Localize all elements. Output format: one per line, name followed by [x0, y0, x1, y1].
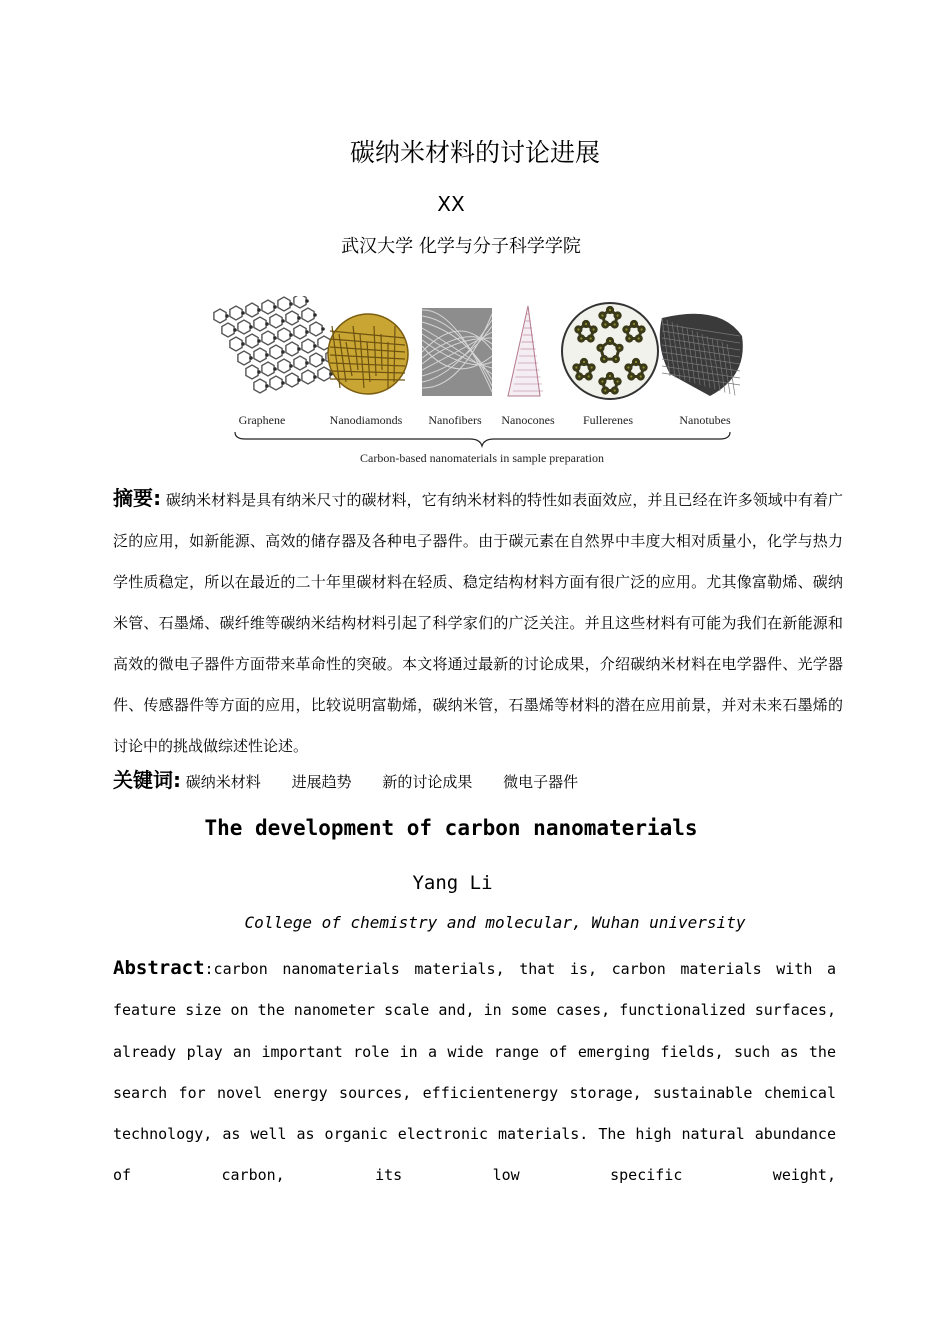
keywords-label: 关键词: — [113, 768, 181, 792]
figure-caption: Carbon-based nanomaterials in sample preparation — [360, 451, 604, 465]
figure-label: Nanodiamonds — [329, 413, 403, 427]
author-name: XX — [437, 192, 465, 216]
abstract-english-label: Abstract — [113, 957, 205, 979]
keyword: 微电子器件 — [503, 773, 579, 791]
nanomaterials-figure — [200, 296, 750, 471]
english-affiliation: College of chemistry and molecular, Wuhan university — [244, 913, 746, 932]
figure-label: Graphene — [238, 413, 286, 427]
keywords-chinese — [113, 762, 604, 800]
english-author: Yang Li — [412, 872, 493, 894]
nanocone-illustration — [508, 306, 543, 396]
keyword: 碳纳米材料 — [185, 773, 261, 791]
page-title: 碳纳米材料的讨论进展 — [349, 138, 600, 167]
nanotube-illustration — [660, 314, 743, 396]
figure-brace — [235, 432, 730, 446]
abstract-english-separator: : — [204, 960, 214, 978]
figure-label: Nanocones — [501, 413, 555, 427]
abstract-chinese — [113, 478, 843, 767]
fullerene-illustration — [562, 303, 658, 399]
keyword: 新的讨论成果 — [382, 773, 473, 791]
keyword: 进展趋势 — [291, 773, 352, 791]
figure-label: Fullerenes — [583, 413, 633, 427]
abstract-english-text: carbon nanomaterials materials, that is, carbon materials with a feature size on the nanometer scale and, in some cases, functionalized surfaces, already play an important role in a wide range of emerging fields, such as the search for novel energy sources, efficientenergy storage, sustainable chemical technology, as well as organic electronic materials. The high natural abundance of carbon, its low specific weight, — [113, 960, 836, 1185]
abstract-chinese-text: 碳纳米材料是具有纳米尺寸的碳材料，它有纳米材料的特性如表面效应，并且已经在许多领域中有着广泛的应用，如新能源、高效的储存器及各种电子器件。由于碳元素在自然界中丰度大相对质量小，化学与热力学性质稳定，所以在最近的二十年里碳材料在轻质、稳定结构材料方面有很广泛的应用。尤其像富勒烯、碳纳米管、石墨烯、碳纤维等碳纳米结构材料引起了科学家们的广泛关注。并且这些材料有可能为我们在新能源和高效的微电子器件方面带来革命性的突破。本文将通过最新的讨论成果，介绍碳纳米材料在电学器件、光学器件、传感器件等方面的应用，比较说明富勒烯，碳纳米管，石墨烯等材料的潜在应用前景，并对未来石墨烯的讨论中的挑战做综述性论述。 — [113, 491, 843, 755]
author-affiliation: 武汉大学 化学与分子科学学院 — [341, 236, 581, 257]
nanodiamond-illustration — [328, 314, 408, 394]
nanofibers-illustration — [422, 308, 492, 396]
abstract-english — [113, 948, 836, 1197]
figure-label: Nanofibers — [428, 413, 482, 427]
english-title: The development of carbon nanomaterials — [204, 816, 698, 840]
abstract-chinese-label: 摘要 — [113, 486, 154, 510]
figure-label: Nanotubes — [679, 413, 731, 427]
abstract-chinese-separator: : — [153, 486, 162, 510]
